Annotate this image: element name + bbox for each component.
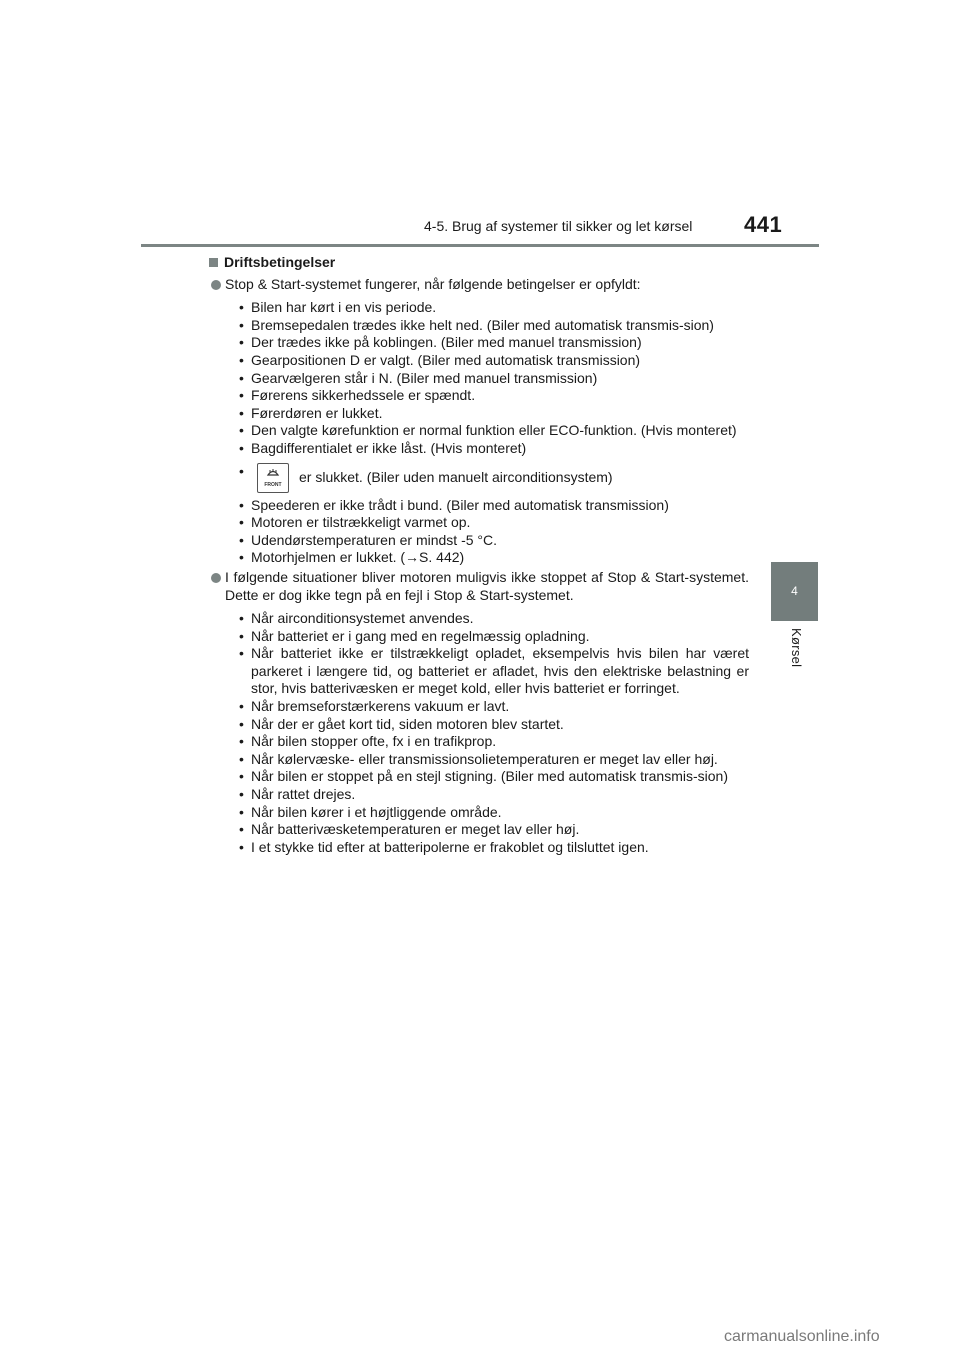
circle-bullet-icon (211, 573, 221, 583)
list-item: • Bagdifferentialet er ikke låst. (Hvis monteret) (239, 440, 749, 458)
list-item: • Når bremseforstærkerens vakuum er lavt. (239, 698, 749, 716)
icon-line-text: er slukket. (Biler uden manuelt airconditionsystem) (299, 468, 613, 485)
header-rule (141, 244, 819, 247)
list-item: • Der trædes ikke på koblingen. (Biler med manuel transmission) (239, 334, 749, 352)
list-item-icon-line (239, 463, 749, 493)
list-item: • Når airconditionsystemet anvendes. (239, 610, 749, 628)
list-item: • Når batterivæsketemperaturen er meget lav eller høj. (239, 821, 749, 839)
list-item: • Når der er gået kort tid, siden motoren blev startet. (239, 716, 749, 734)
list-item: • I et stykke tid efter at batteripolerne er frakoblet og tilsluttet igen. (239, 839, 749, 857)
front-defroster-icon (257, 463, 289, 493)
list-item: • Førerens sikkerhedssele er spændt. (239, 387, 749, 405)
header-section-title: 4-5. Brug af systemer til sikker og let kørsel (424, 218, 693, 234)
list-item: • Når rattet drejes. (239, 786, 749, 804)
list-item: • Når bilen stopper ofte, fx i en trafikprop. (239, 733, 749, 751)
exception-group-intro: I følgende situationer bliver motoren muligvis ikke stoppet af Stop & Start-systemet. Dette er dog ikke tegn på en fejl i Stop & Start-systemet. (225, 568, 749, 603)
list-item: • Motoren er tilstrækkeligt varmet op. (239, 514, 749, 532)
section-heading-text: Driftsbetingelser (224, 254, 336, 270)
list-item: • Motorhjelmen er lukket. (→S. 442) (239, 549, 749, 567)
watermark: carmanualsonline.info (724, 1328, 880, 1345)
list-item: • Bremsepedalen trædes ikke helt ned. (Biler med automatisk transmis-sion) (239, 317, 749, 335)
chapter-tab[interactable]: 4 (771, 562, 818, 621)
list-item: • Førerdøren er lukket. (239, 405, 749, 423)
exception-group (209, 569, 749, 604)
condition-group (209, 276, 749, 294)
exception-list (209, 610, 749, 856)
condition-list (209, 299, 749, 567)
list-item: • Den valgte kørefunktion er normal funktion eller ECO-funktion. (Hvis monteret) (239, 422, 749, 440)
list-item: • Når bilen kører i et højtliggende område. (239, 804, 749, 822)
list-item: • Når bilen er stoppet på en stejl stigning. (Biler med automatisk transmis-sion) (239, 768, 749, 786)
main-content (209, 254, 749, 856)
condition-group-intro: Stop & Start-systemet fungerer, når følgende betingelser er opfyldt: (225, 275, 641, 292)
list-item: • Speederen er ikke trådt i bund. (Biler med automatisk transmission) (239, 497, 749, 515)
circle-bullet-icon (211, 280, 221, 290)
list-item: • Når batteriet er i gang med en regelmæssig opladning. (239, 628, 749, 646)
chapter-label: Kørsel (789, 628, 804, 668)
section-heading (209, 254, 749, 272)
page-number: 441 (744, 212, 783, 237)
list-item: • Bilen har kørt i en vis periode. (239, 299, 749, 317)
list-item: • Udendørstemperaturen er mindst -5 °C. (239, 532, 749, 550)
front-icon-text: • FRONT (264, 481, 282, 488)
list-item: • Gearpositionen D er valgt. (Biler med automatisk transmission) (239, 352, 749, 370)
list-item: • Når kølervæske- eller transmissionsolietemperaturen er meget lav eller høj. (239, 751, 749, 769)
list-item: • Når batteriet ikke er tilstrækkeligt opladet, eksempelvis hvis bilen har været parkeret i længere tid, og batteriet er afladet, hvis den elektriske belastning er stor, hvis batterivæsken er meget kold, eller hvis batteriet er forringet. (239, 645, 749, 698)
square-bullet-icon (209, 258, 218, 267)
list-item: • Gearvælgeren står i N. (Biler med manuel transmission) (239, 370, 749, 388)
